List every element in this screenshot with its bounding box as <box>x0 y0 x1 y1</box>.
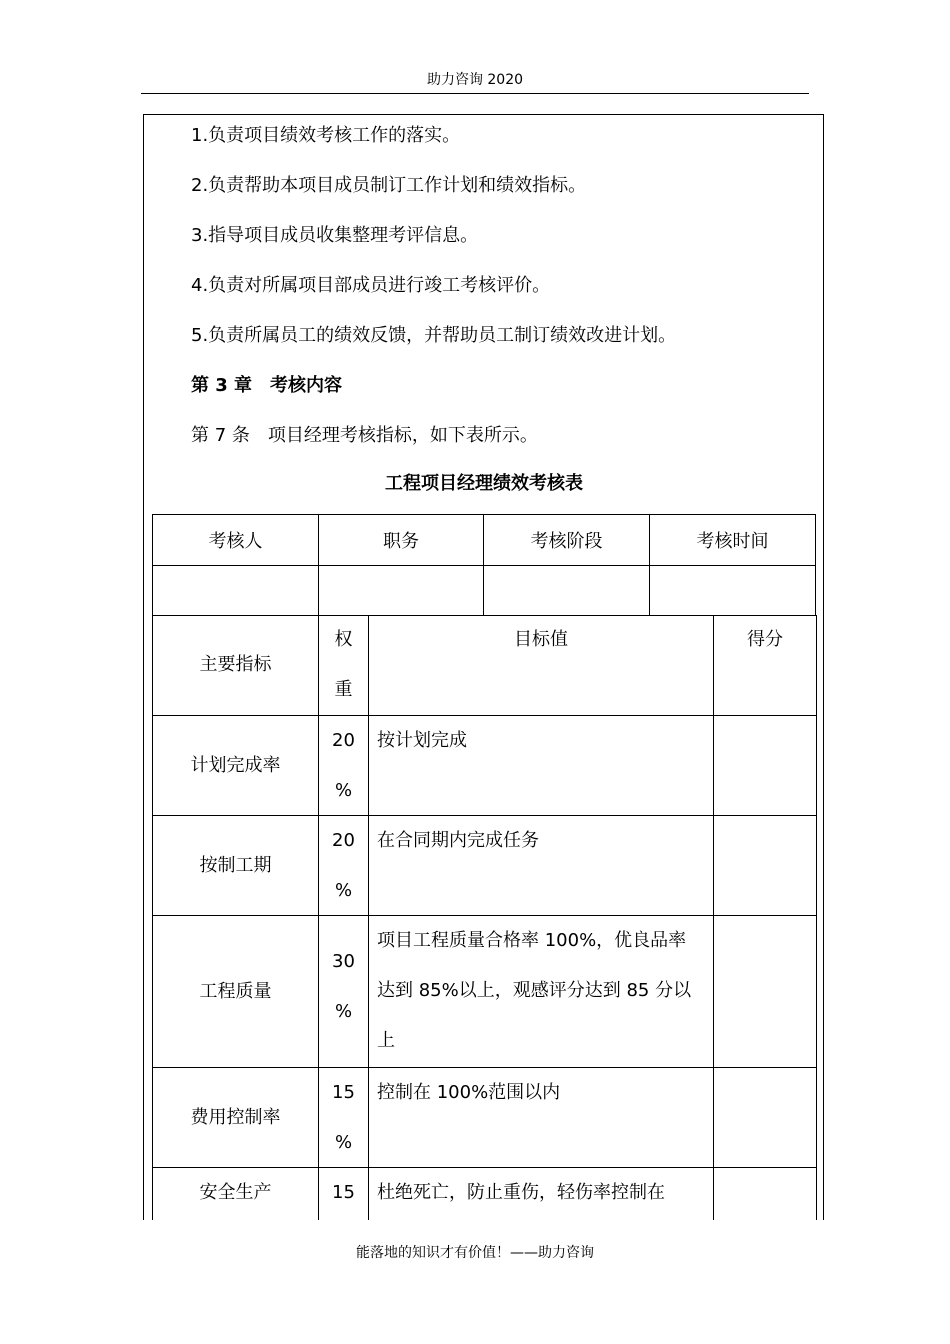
info-cell-assessor <box>153 566 319 616</box>
row-cost-target <box>369 1068 714 1168</box>
row-schedule-weight-line-1: 20 <box>332 830 355 851</box>
row-schedule-indicator: 按制工期 <box>153 816 319 916</box>
header-weight-line-2: 重 <box>334 679 353 700</box>
info-cell-stage <box>484 566 650 616</box>
row-quality-indicator: 工程质量 <box>153 916 319 1068</box>
row-cost-indicator: 费用控制率 <box>153 1068 319 1168</box>
row-safety-target <box>369 1168 714 1220</box>
row-cost-weight-line-1: 15 <box>332 1082 355 1103</box>
row-cost-score <box>714 1068 817 1168</box>
info-cell-time <box>650 566 816 616</box>
row-schedule-target <box>369 816 714 916</box>
row-plan-target <box>369 716 714 816</box>
row-quality-weight <box>319 916 369 1068</box>
row-schedule-weight-line-2: % <box>334 880 353 901</box>
header-target: 目标值 <box>369 615 714 716</box>
duty-item-3: 3.指导项目成员收集整理考评信息。 <box>191 225 479 246</box>
header-score: 得分 <box>714 615 817 716</box>
info-header-position: 职务 <box>319 515 484 566</box>
row-plan-weight <box>319 716 369 816</box>
row-quality-target <box>369 916 714 1068</box>
page-header: 助力咨询 2020 <box>426 72 524 88</box>
row-quality-weight-line-2: % <box>334 1001 353 1022</box>
row-safety-score <box>714 1168 817 1220</box>
row-plan-weight-line-1: 20 <box>332 730 355 751</box>
row-schedule-score <box>714 816 817 916</box>
row-safety-target-line-1: 杜绝死亡，防止重伤，轻伤率控制在 <box>377 1182 665 1203</box>
row-schedule-target-line-1: 在合同期内完成任务 <box>377 830 539 851</box>
row-safety-weight <box>319 1168 369 1220</box>
info-header-stage: 考核阶段 <box>484 515 650 566</box>
chapter-heading: 第 3 章 考核内容 <box>191 375 343 396</box>
row-safety-weight-line-1: 15 <box>332 1182 355 1203</box>
row-cost-weight-line-2: % <box>334 1132 353 1153</box>
duty-item-4: 4.负责对所属项目部成员进行竣工考核评价。 <box>191 275 551 296</box>
assessment-table <box>152 615 816 1220</box>
row-cost-target-line-1: 控制在 100%范围以内 <box>377 1082 561 1103</box>
row-plan-score <box>714 716 817 816</box>
duty-item-5: 5.负责所属员工的绩效反馈，并帮助员工制订绩效改进计划。 <box>191 325 677 346</box>
info-cell-position <box>319 566 484 616</box>
header-indicator: 主要指标 <box>153 615 319 716</box>
header-weight <box>319 615 369 716</box>
info-table <box>152 514 816 616</box>
row-quality-score <box>714 916 817 1068</box>
duty-item-1: 1.负责项目绩效考核工作的落实。 <box>191 125 461 146</box>
row-cost-weight <box>319 1068 369 1168</box>
header-weight-line-1: 权 <box>334 629 353 650</box>
row-quality-target-line-1: 项目工程质量合格率 100%，优良品率 <box>377 930 687 951</box>
row-schedule-weight <box>319 816 369 916</box>
info-header-assessor: 考核人 <box>153 515 319 566</box>
article-text: 第 7 条 项目经理考核指标，如下表所示。 <box>191 425 538 446</box>
page-footer: 能落地的知识才有价值！——助力咨询 <box>356 1245 594 1261</box>
table-title: 工程项目经理绩效考核表 <box>385 473 583 494</box>
row-plan-indicator: 计划完成率 <box>153 716 319 816</box>
row-plan-weight-line-2: % <box>334 780 353 801</box>
row-safety-indicator: 安全生产 <box>153 1168 319 1220</box>
row-quality-weight-line-1: 30 <box>332 951 355 972</box>
info-header-time: 考核时间 <box>650 515 816 566</box>
header-divider <box>141 93 809 94</box>
duty-item-2: 2.负责帮助本项目成员制订工作计划和绩效指标。 <box>191 175 587 196</box>
row-plan-target-line-1: 按计划完成 <box>377 730 467 751</box>
row-quality-target-line-3: 上 <box>377 1030 395 1051</box>
row-quality-target-line-2: 达到 85%以上，观感评分达到 85 分以 <box>377 980 692 1001</box>
